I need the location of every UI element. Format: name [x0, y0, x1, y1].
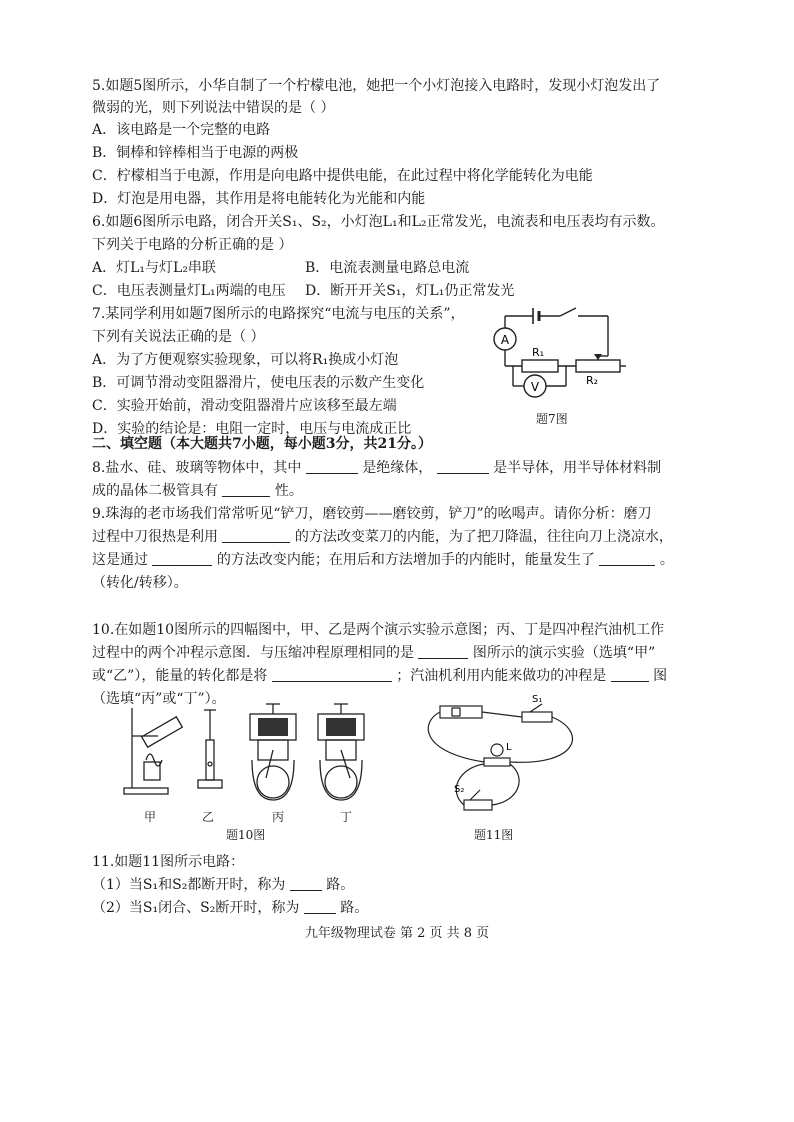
q8-text-5: 性。 — [274, 483, 303, 499]
q11-blank-1[interactable] — [290, 876, 322, 891]
q5-option-a: A．该电路是一个完整的电路 — [92, 122, 271, 138]
q7-option-c: C．实验开始前，滑动变阻器滑片应该移至最左端 — [92, 398, 397, 414]
q7-option-d: D．实验的结论是：电阻一定时，电压与电流成正比 — [92, 421, 412, 437]
q5-option-d: D．灯泡是用电器，其作用是将电能转化为光能和内能 — [92, 191, 426, 207]
q11-part2 — [92, 898, 368, 918]
q6-option-c: C．电压表测量灯L₁两端的电压 — [92, 283, 286, 299]
l-label: L — [506, 742, 512, 753]
switch-s2-icon — [464, 800, 492, 810]
q8-blank-2[interactable] — [437, 459, 489, 474]
page-footer: 九年级物理试卷 第 2 页 共 8 页 — [304, 926, 490, 941]
q11-part1 — [92, 875, 354, 895]
q9-line3 — [92, 550, 674, 570]
fig10-label-jia: 甲 — [144, 810, 157, 824]
q5-stem-line2: 微弱的光，则下列说法中错误的是（ ） — [92, 100, 335, 116]
q10-text-3c: 图 — [653, 668, 668, 684]
q11-text-1a: （1）当S₁和S₂都断开时，称为 — [92, 877, 286, 893]
s2-label: S₂ — [454, 784, 465, 795]
fig10-steam-tube-icon — [124, 708, 182, 794]
fig7-circuit-diagram — [480, 300, 630, 425]
q10-blank-3[interactable] — [611, 667, 649, 682]
q9-blank-1[interactable] — [222, 528, 290, 543]
q5-option-b: B．铜棒和锌棒相当于电源的两极 — [92, 145, 299, 161]
q6-stem-line2: 下列关于电路的分析正确的是 ） — [92, 237, 293, 253]
fig10-compression-cylinder-icon — [198, 710, 222, 788]
q7-option-a: A．为了方便观察实验现象，可以将R₁换成小灯泡 — [92, 352, 399, 368]
switch-s1-icon — [522, 712, 552, 722]
fig11-circuit-diagram — [418, 692, 588, 820]
r2-label: R₂ — [586, 374, 599, 387]
q8-text-3: 是半导体，用半导体材料制 — [493, 460, 662, 476]
q10-line2 — [92, 643, 655, 663]
q10-line1: 10.在如题10图所示的四幅图中，甲、乙是两个演示实验示意图；丙、丁是四冲程汽油机工作 — [92, 622, 665, 638]
q5-stem-line1: 5.如题5图所示，小华自制了一个柠檬电池，她把一个小灯泡接入电路时，发现小灯泡发出了 — [92, 78, 661, 94]
q5-option-c: C．柠檬相当于电源，作用是向电路中提供电能，在此过程中将化学能转化为电能 — [92, 168, 593, 184]
q10-text-2a: 过程中的两个冲程示意图．与压缩冲程原理相同的是 — [92, 645, 414, 661]
fig10-illustrations — [118, 700, 380, 810]
q9-text-2a: 过程中刀很热是利用 — [92, 529, 218, 545]
section2-heading: 二、填空题（本大题共7小题，每小题3分，共21分。） — [92, 436, 432, 452]
q11-text-2a: （2）当S₁闭合、S₂断开时，称为 — [92, 900, 300, 916]
voltmeter-label: V — [530, 380, 540, 394]
q7-stem-line2: 下列有关说法正确的是（ ） — [92, 329, 265, 345]
q6-option-b: B．电流表测量电路总电流 — [305, 260, 470, 276]
q6-option-a: A．灯L₁与灯L₂串联 — [92, 260, 216, 276]
q9-text-2b: 的方法改变菜刀的内能，为了把刀降温，往往向刀上浇凉水， — [294, 529, 673, 545]
q8-text-1: 8.盐水、硅、玻璃等物体中，其中 — [92, 460, 302, 476]
fig10-label-bing: 丙 — [272, 810, 285, 824]
q9-text-3c: 。 — [659, 552, 674, 568]
fig11-caption: 题11图 — [474, 828, 514, 842]
q6-option-d: D．断开开关S₁，灯L₁仍正常发光 — [305, 283, 515, 299]
q11-blank-2[interactable] — [304, 899, 336, 914]
q11-text-2b: 路。 — [340, 900, 369, 916]
q8-line2 — [92, 481, 303, 501]
q10-text-3b: ；汽油机利用内能来做功的冲程是 — [396, 668, 607, 684]
fig10-caption: 题10图 — [226, 828, 266, 842]
q8-blank-3[interactable] — [222, 482, 270, 497]
q10-line4: （选填“丙”或“丁”）。 — [92, 691, 226, 707]
q10-line3 — [92, 666, 667, 686]
q8-text-4: 成的晶体二极管具有 — [92, 483, 218, 499]
s1-label: S₁ — [532, 694, 543, 705]
q9-text-3a: 这是通过 — [92, 552, 148, 568]
q8-text-2: 是绝缘体， — [362, 460, 433, 476]
fig10-label-yi: 乙 — [202, 810, 215, 824]
ammeter-label: A — [500, 333, 510, 347]
fig7-caption: 题7图 — [536, 412, 568, 426]
q9-blank-2[interactable] — [152, 551, 212, 566]
q11-text-1b: 路。 — [326, 877, 355, 893]
q6-stem-line1: 6.如题6图所示电路，闭合开关S₁、S₂，小灯泡L₁和L₂正常发光，电流表和电压表均有示数。 — [92, 214, 665, 230]
q8-blank-1[interactable] — [306, 459, 358, 474]
q10-blank-2[interactable] — [272, 667, 392, 682]
q9-line2 — [92, 527, 673, 547]
fig10-label-ding: 丁 — [340, 810, 353, 824]
q9-line4: （转化/转移）。 — [92, 575, 188, 591]
q7-stem-line1: 7.某同学利用如题7图所示的电路探究“电流与电压的关系”， — [92, 306, 465, 322]
battery-icon — [440, 706, 482, 718]
r1-label: R₁ — [532, 346, 545, 359]
q11-stem: 11.如题11图所示电路： — [92, 854, 245, 870]
q9-text-3b: 的方法改变内能；在用后和方法增加手的内能时，能量发生了 — [216, 552, 595, 568]
q10-text-3a: 或“乙”），能量的转化都是将 — [92, 668, 268, 684]
q7-option-b: B．可调节滑动变阻器滑片，使电压表的示数产生变化 — [92, 375, 425, 391]
lamp-l-icon — [491, 744, 503, 756]
q9-blank-3[interactable] — [599, 551, 655, 566]
q8-line1 — [92, 458, 661, 478]
lamp-l-base-icon — [484, 758, 510, 766]
q10-text-2b: 图所示的演示实验（选填“甲” — [472, 645, 656, 661]
q10-blank-1[interactable] — [418, 644, 468, 659]
q9-line1: 9.珠海的老市场我们常常听见“铲刀，磨铰剪——磨铰剪，铲刀”的吆喝声。请你分析：磨刀 — [92, 506, 652, 522]
